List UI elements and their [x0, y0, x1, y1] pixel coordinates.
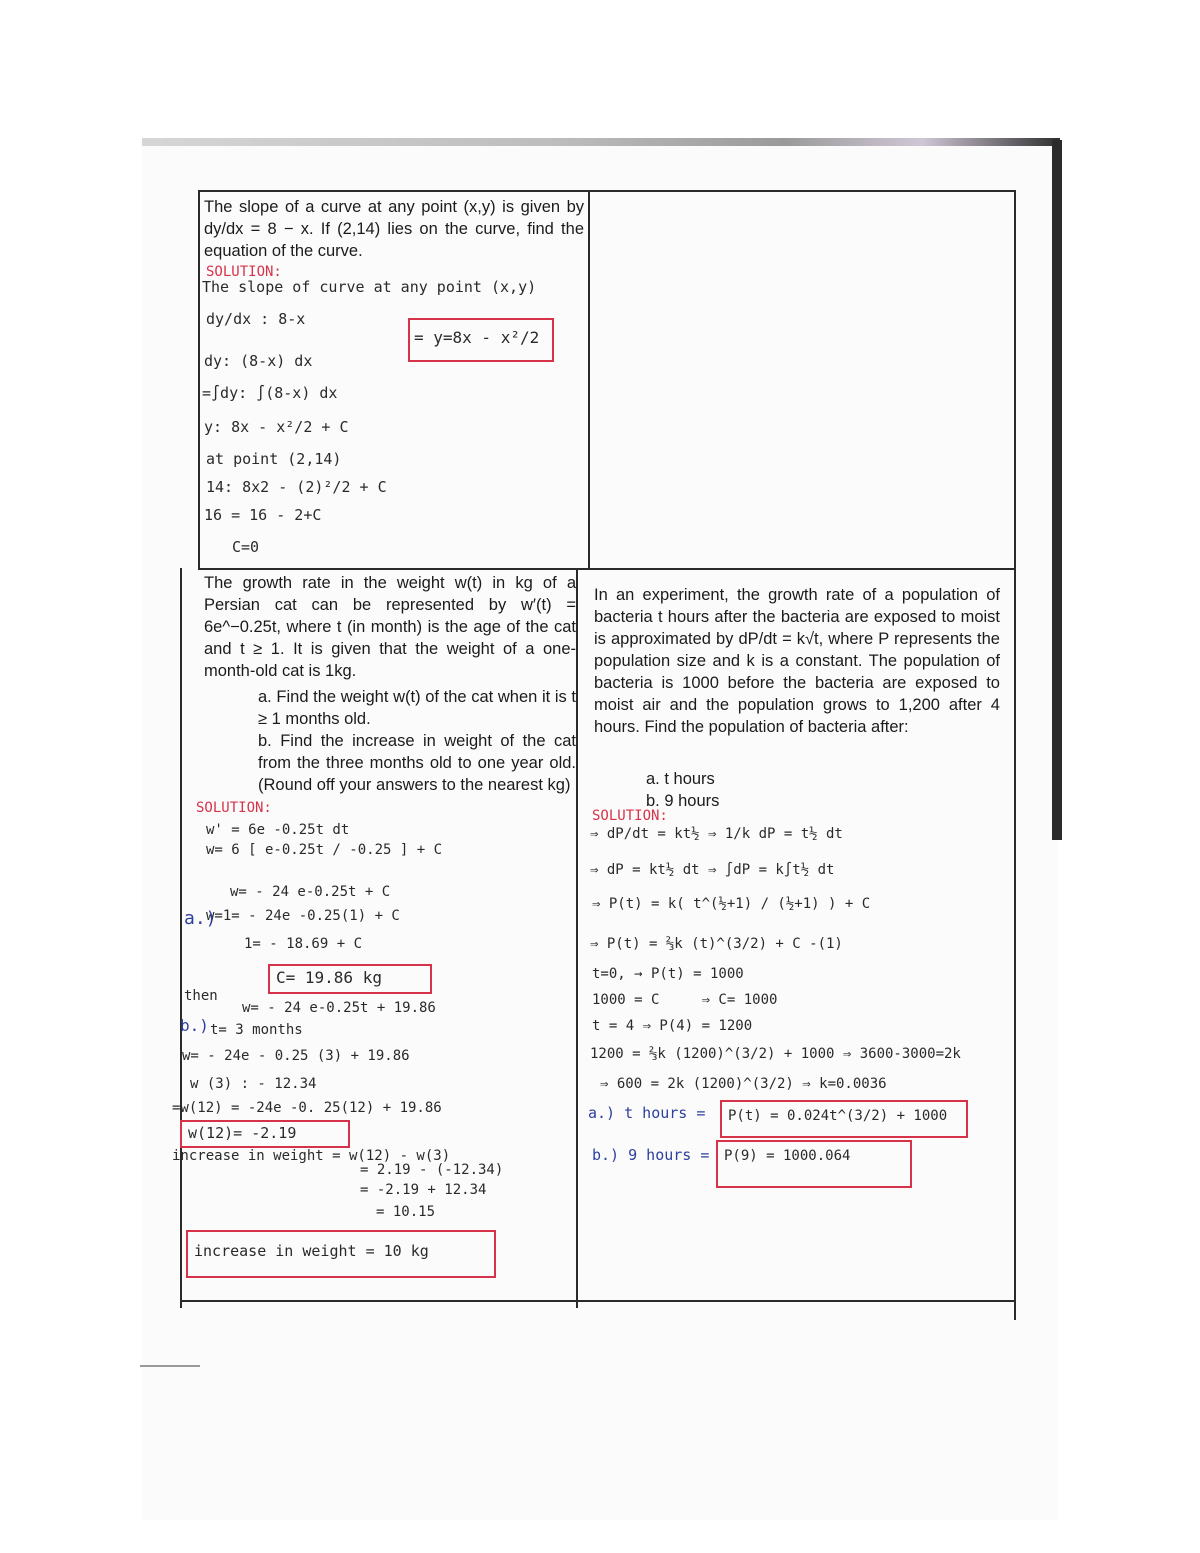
photo-top-edge — [142, 138, 1060, 146]
table-border-right — [1014, 190, 1016, 1320]
q1-answer: = y=8x - x²/2 — [414, 328, 540, 347]
q1-solution-label: SOLUTION: — [206, 264, 282, 280]
q2-solution-line: = -2.19 + 12.34 — [360, 1182, 487, 1198]
table-border-top — [198, 190, 1016, 192]
q3-solution-line: 1000 = C ⇒ C= 1000 — [592, 992, 778, 1008]
q3-solution-line: 1200 = ⅔k (1200)^(3/2) + 1000 ⇒ 3600-3000=2k — [590, 1046, 961, 1062]
q3-part-a-answer: P(t) = 0.024t^(3/2) + 1000 — [728, 1108, 948, 1124]
q2-solution-line: 1= - 18.69 + C — [244, 936, 363, 952]
q2-solution-line: w=1= - 24e -0.25(1) + C — [206, 908, 400, 924]
q2-solution-line: w= 6 [ e-0.25t / -0.25 ] + C — [206, 842, 443, 858]
q1-solution-line: 14: 8x2 - (2)²/2 + C — [206, 478, 387, 496]
question-3-text: In an experiment, the growth rate of a population of bacteria t hours after the bacteria are exposed to moist is approximated by dP/dt = k√t, where P represents the population size and k is a constant. The population of bacteria is 1000 before the bacteria are exposed to moist air and the population grows to 1,200 after 4 hours. Find the population of bacteria after: — [594, 586, 1000, 736]
question-2-text: The growth rate in the weight w(t) in kg of a Persian cat can be represented by w′(t) = 6e^−0.25t, where t (in month) is the age of the cat and t ≥ 1. It is given that the weight of a one-month-old cat is 1kg. — [204, 574, 576, 680]
q2-solution-line: then — [184, 988, 218, 1004]
q2-solution-line: w= - 24 e-0.25t + C — [230, 884, 391, 900]
table-divider-horizontal — [198, 568, 1016, 570]
question-3-part-b: b. 9 hours — [646, 792, 720, 810]
q2-solution-line: = 10.15 — [376, 1204, 436, 1220]
q2-solution-line: increase in weight = w(12) - w(3) — [172, 1148, 451, 1164]
q3-solution-line: ⇒ P(t) = k( t^(½+1) / (½+1) ) + C — [592, 896, 871, 912]
q2-answer: increase in weight = 10 kg — [194, 1242, 429, 1260]
table-border-bottom — [180, 1300, 1016, 1302]
table-divider-vertical-lower — [576, 568, 578, 1308]
q2-solution-line: = 2.19 - (-12.34) — [360, 1162, 504, 1178]
q2-part-b-label: b.) — [180, 1016, 209, 1035]
q3-solution-label: SOLUTION: — [592, 808, 668, 824]
q2-solution-label: SOLUTION: — [196, 800, 272, 816]
q3-solution-line: ⇒ dP/dt = kt½ ⇒ 1/k dP = t½ dt — [590, 826, 843, 842]
q2-w12-value: w(12)= -2.19 — [188, 1124, 297, 1142]
q1-solution-line: =∫dy: ∫(8-x) dx — [202, 384, 338, 402]
q2-solution-line: w (3) : - 12.34 — [190, 1076, 317, 1092]
q2-c-value: C= 19.86 kg — [276, 968, 382, 987]
q2-solution-line: w= - 24e - 0.25 (3) + 19.86 — [182, 1048, 410, 1064]
question-3-part-a: a. t hours — [646, 770, 715, 788]
question-2-part-b: b. Find the increase in weight of the cat from the three months old to one year old. (Round off your answers to the nearest kg) — [258, 732, 576, 794]
table-border-left-lower — [180, 568, 182, 1308]
question-2-part-a: a. Find the weight w(t) of the cat when it is t ≥ 1 months old. — [258, 688, 576, 728]
q1-solution-line: y: 8x - x²/2 + C — [204, 418, 349, 436]
q3-part-b-answer-label: b.) 9 hours = — [592, 1146, 710, 1164]
q3-part-a-answer-label: a.) t hours = — [588, 1104, 706, 1122]
q2-solution-line: w= - 24 e-0.25t + 19.86 — [242, 1000, 436, 1016]
q2-solution-line: t= 3 months — [210, 1022, 303, 1038]
q3-solution-line: ⇒ P(t) = ⅔k (t)^(3/2) + C -(1) — [590, 936, 843, 952]
table-border-left — [198, 190, 200, 570]
question-1-text: The slope of a curve at any point (x,y) is given by dy/dx = 8 − x. If (2,14) lies on the curve, find the equation of the curve. — [204, 198, 584, 260]
q3-solution-line: ⇒ 600 = 2k (1200)^(3/2) ⇒ k=0.0036 — [600, 1076, 887, 1092]
q3-solution-line: ⇒ dP = kt½ dt ⇒ ∫dP = k∫t½ dt — [590, 862, 835, 878]
q1-solution-line: C=0 — [232, 538, 260, 556]
table-divider-vertical — [588, 190, 590, 570]
q1-solution-line: at point (2,14) — [206, 450, 342, 468]
photo-right-edge — [1052, 140, 1062, 840]
q3-part-b-answer: P(9) = 1000.064 — [724, 1148, 851, 1164]
q2-solution-line: w' = 6e -0.25t dt — [206, 822, 350, 838]
q1-solution-line: dy/dx : 8-x — [206, 310, 306, 328]
q2-part-a-label: a.) — [184, 908, 217, 929]
q2-solution-line: =w(12) = -24e -0. 25(12) + 19.86 — [172, 1100, 442, 1116]
q1-solution-line: 16 = 16 - 2+C — [204, 506, 322, 524]
q1-solution-line: The slope of curve at any point (x,y) — [202, 278, 537, 296]
photo-bottom-mark — [140, 1365, 200, 1367]
q1-solution-line: dy: (8-x) dx — [204, 352, 313, 370]
q3-solution-line: t=0, → P(t) = 1000 — [592, 966, 744, 982]
q3-solution-line: t = 4 ⇒ P(4) = 1200 — [592, 1018, 753, 1034]
